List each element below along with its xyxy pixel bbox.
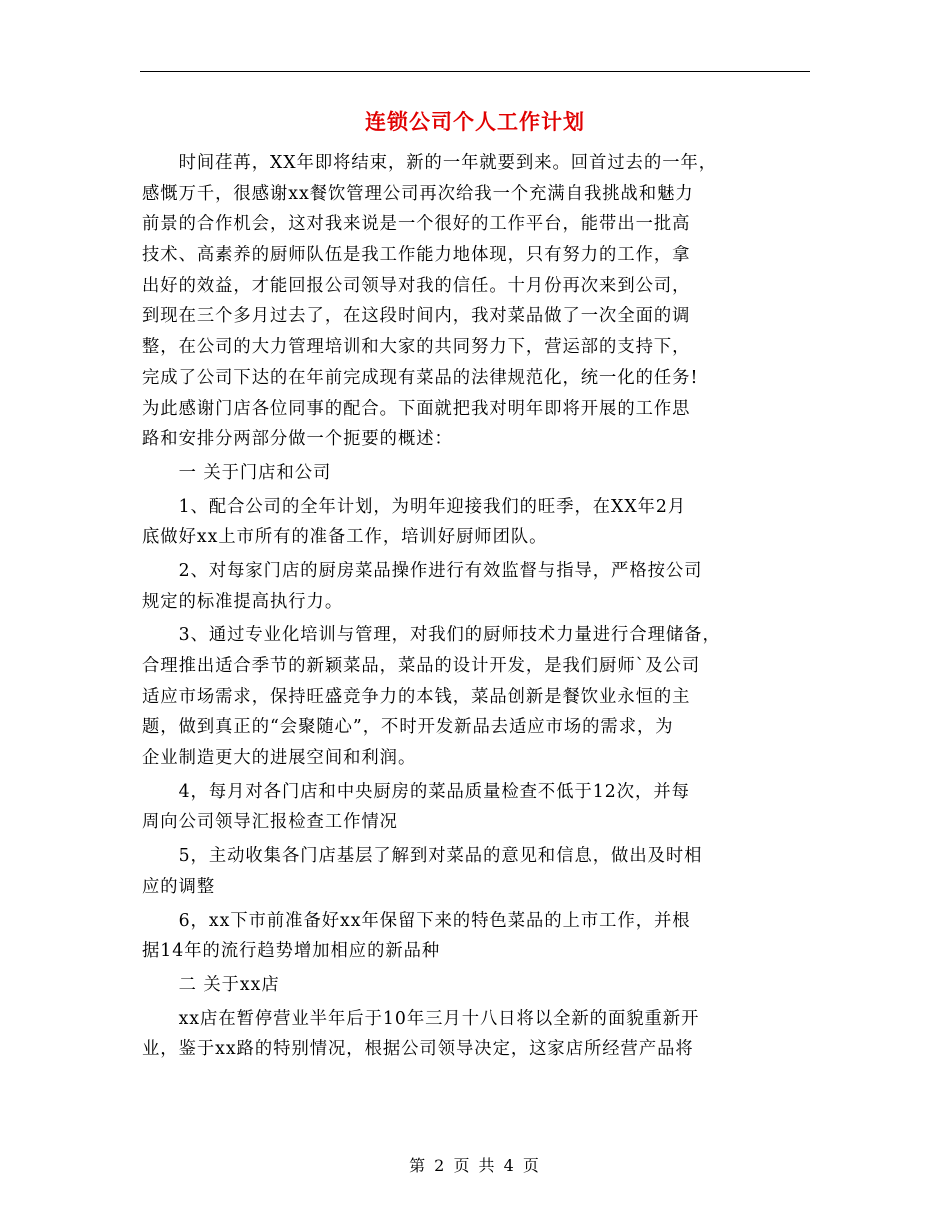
paragraph <box>142 841 822 902</box>
text-line: 二 关于xx店 <box>142 974 280 995</box>
text-line: 4，每月对各门店和中央厨房的菜品质量检查不低于12次，并每 <box>142 781 690 802</box>
text-line: 据14年的流行趋势增加相应的新品种 <box>142 941 441 962</box>
paragraph <box>142 556 822 617</box>
text-line: 业，鉴于xx路的特别情况，根据公司领导决定，这家店所经营产品将 <box>142 1039 694 1060</box>
paragraph <box>142 906 822 967</box>
document-body <box>142 148 822 1065</box>
text-line: 周向公司领导汇报检查工作情况 <box>142 812 398 833</box>
text-line: 企业制造更大的进展空间和利润。 <box>142 748 417 769</box>
text-line: 3、通过专业化培训与管理，对我们的厨师技术力量进行合理储备， <box>142 625 721 646</box>
text-line: 前景的合作机会，这对我来说是一个很好的工作平台，能带出一批高 <box>142 214 691 235</box>
document-title: 连锁公司个人工作计划 <box>365 109 585 134</box>
paragraph <box>142 777 822 838</box>
text-line: 5，主动收集各门店基层了解到对菜品的意见和信息，做出及时相 <box>142 846 703 867</box>
text-line: 1、配合公司的全年计划，为明年迎接我们的旺季，在XX年2月 <box>142 496 687 517</box>
text-line: 适应市场需求，保持旺盛竞争力的本钱，菜品创新是餐饮业永恒的主 <box>142 686 691 707</box>
paragraph <box>142 148 822 455</box>
text-line: 完成了公司下达的在年前完成现有菜品的法律规范化，统一化的任务! <box>142 367 699 388</box>
paragraph <box>142 492 822 553</box>
text-line: 感慨万千，很感谢xx餐饮管理公司再次给我一个充满自我挑战和魅力 <box>142 183 694 204</box>
text-line: xx店在暂停营业半年后于10年三月十八日将以全新的面貌重新开 <box>142 1008 700 1029</box>
text-line: 到现在三个多月过去了，在这段时间内，我对菜品做了一次全面的调 <box>142 306 691 327</box>
paragraph <box>142 458 822 489</box>
text-line: 出好的效益，才能回报公司领导对我的信任。十月份再次来到公司， <box>142 275 691 296</box>
text-line: 6，xx下市前准备好xx年保留下来的特色菜品的上市工作，并根 <box>142 910 691 931</box>
text-line: 为此感谢门店各位同事的配合。下面就把我对明年即将开展的工作思 <box>142 398 691 419</box>
paragraph <box>142 620 822 773</box>
text-line: 整，在公司的大力管理培训和大家的共同努力下，营运部的支持下， <box>142 337 691 358</box>
text-line: 时间荏苒，XX年即将结束，新的一年就要到来。回首过去的一年， <box>142 153 718 173</box>
text-line: 底做好xx上市所有的准备工作，培训好厨师团队。 <box>142 527 548 548</box>
text-line: 规定的标准提高执行力。 <box>142 591 344 612</box>
paragraph <box>142 970 822 1001</box>
paragraph <box>142 1004 822 1065</box>
text-line: 题，做到真正的“会聚随心”，不时开发新品去适应市场的需求，为 <box>142 717 674 738</box>
header-rule <box>140 71 810 72</box>
text-line: 合理推出适合季节的新颖菜品，菜品的设计开发，是我们厨师`及公司 <box>142 656 701 676</box>
text-line: 路和安排分两部分做一个扼要的概述： <box>142 429 453 450</box>
text-line: 一 关于门店和公司 <box>142 462 332 483</box>
text-line: 应的调整 <box>142 876 216 897</box>
text-line: 技术、高素养的厨师队伍是我工作能力地体现，只有努力的工作，拿 <box>142 245 691 266</box>
text-line: 2、对每家门店的厨房菜品操作进行有效监督与指导，严格按公司 <box>142 560 703 581</box>
page-footer: 第 2 页 共 4 页 <box>409 1156 541 1175</box>
